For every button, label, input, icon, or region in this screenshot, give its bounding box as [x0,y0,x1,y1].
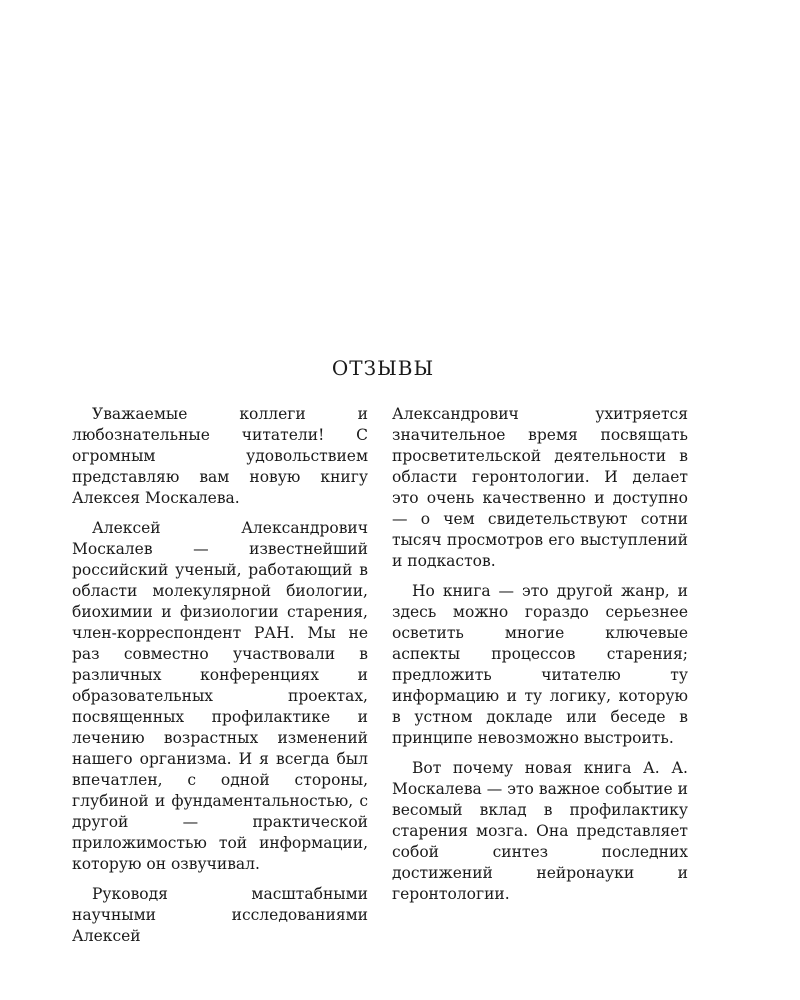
paragraph: Руководя масштабными научными исследованиями Алексей [72,885,368,945]
left-column [72,404,368,956]
paragraph: Александрович ухитряется значительное время посвящать просветительской деятельности в области геронтологии. И делает это очень качественно и доступно — о чем свидетельствуют сотни тысяч просмотров его выступлений и подкастов. [392,405,688,570]
paragraph: Вот почему новая книга А. А. Москалева — это важное событие и весомый вклад в профилактику старения мозга. Она представляет собой синтез последних достижений нейронауки и геронтологии. [392,759,688,903]
right-column [392,404,688,914]
paragraph: Уважаемые коллеги и любознательные читатели! С огромным удовольствием представляю вам новую книгу Алексея Москалева. [72,405,368,507]
page-title: ОТЗЫВЫ [331,356,435,380]
paragraph: Но книга — это другой жанр, и здесь можно гораздо серьезнее осветить многие ключевые аспекты процессов старения; предложить читателю ту информацию и ту логику, которую в устном докладе или беседе в принципе невозможно выстроить. [392,582,688,747]
paragraph: Алексей Александрович Москалев — известнейший российский ученый, работающий в области молекулярной биологии, биохимии и физиологии старения, член-корреспондент РАН. Мы не раз совместно участвовали в различных конференциях и образовательных проектах, посвященных профилактике и лечению возрастных изменений нашего организма. И я всегда был впечатлен, с одной стороны, глубиной и фундаментальностью, с другой — практической приложимостью той информации, которую он озвучивал. [72,519,368,873]
